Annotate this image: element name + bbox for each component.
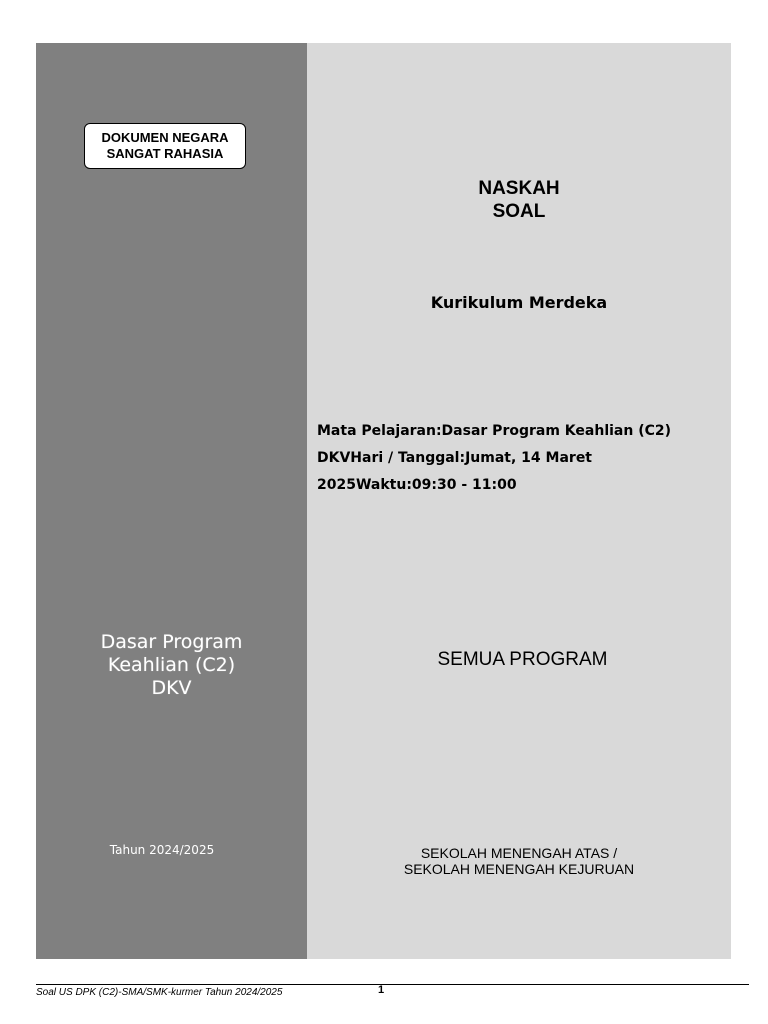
footer-divider bbox=[36, 984, 749, 985]
side-year: Tahun 2024/2025 bbox=[109, 843, 215, 857]
school-level bbox=[307, 845, 731, 877]
side-subject-line-3: DKV bbox=[151, 677, 192, 699]
classification-stamp bbox=[84, 123, 246, 169]
title-line-2: SOAL bbox=[492, 201, 546, 222]
left-panel bbox=[36, 43, 307, 959]
footer-text: Soal US DPK (C2)-SMA/SMK-kurmer Tahun 2024/2025 bbox=[36, 987, 283, 998]
stamp-line-2: SANGAT RAHASIA bbox=[106, 146, 224, 161]
school-line-2: SEKOLAH MENENGAH KEJURUAN bbox=[403, 861, 635, 877]
exam-info: Mata Pelajaran:Dasar Program Keahlian (C2) DKVHari / Tanggal:Jumat, 14 Maret 2025Waktu:09:30 - 11:00 bbox=[317, 423, 672, 493]
program-label: SEMUA PROGRAM bbox=[437, 649, 608, 670]
document-title bbox=[307, 177, 731, 223]
stamp-line-1: DOKUMEN NEGARA bbox=[101, 130, 229, 145]
school-line-1: SEKOLAH MENENGAH ATAS / bbox=[420, 845, 618, 861]
side-subject-line-2: Keahlian (C2) bbox=[107, 654, 236, 676]
page-number: 1 bbox=[378, 984, 385, 996]
side-subject-line-1: Dasar Program bbox=[100, 631, 243, 653]
title-line-1: NASKAH bbox=[478, 178, 560, 199]
curriculum-label: Kurikulum Merdeka bbox=[430, 293, 608, 312]
side-subject bbox=[36, 631, 307, 700]
